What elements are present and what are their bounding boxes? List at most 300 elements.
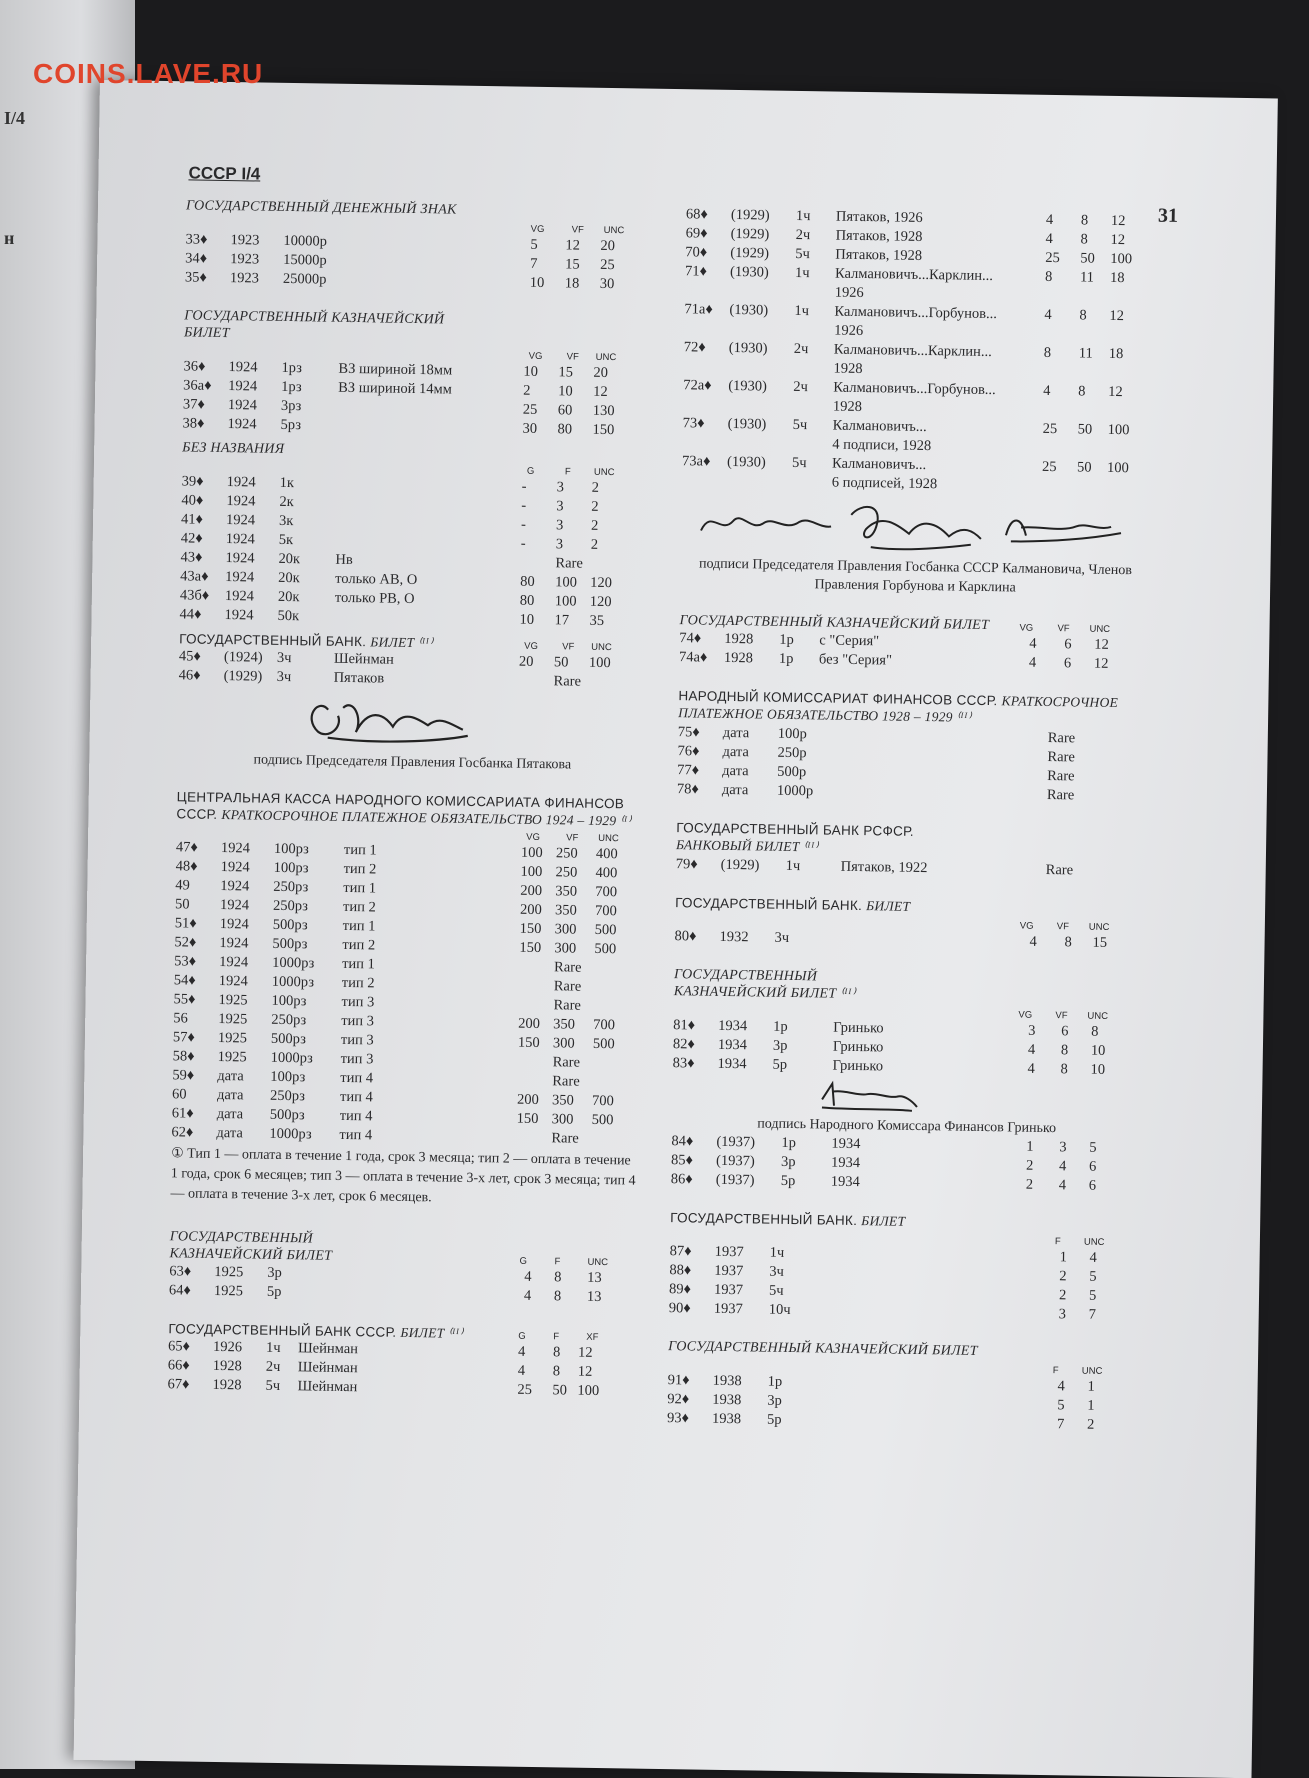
cell-n: тип 3	[340, 1050, 374, 1068]
cell-no: 54♦	[173, 972, 196, 989]
cell-d: 3ч	[769, 1263, 785, 1280]
cell-g3: 130	[592, 402, 615, 420]
section-title: ГОСУДАРСТВЕННЫЙ КАЗНАЧЕЙСКИЙ БИЛЕТ	[668, 1339, 978, 1359]
section-title-italic: БИЛЕТ	[866, 898, 911, 914]
grade-label: XF	[586, 1331, 599, 1343]
cell-g1: 4	[517, 1362, 526, 1379]
prev-page-fragment: I/4	[4, 108, 26, 128]
cell-y: 1937	[713, 1300, 743, 1318]
cell-g2: 8	[1060, 1061, 1068, 1078]
cell-d: 3ч	[276, 649, 292, 667]
cell-g1: 7	[530, 255, 538, 272]
cell-d: 3рз	[280, 397, 302, 415]
signature-caption: подпись Председателя Правления Госбанка Пятакова	[253, 752, 572, 773]
cell-y: 1924	[226, 493, 256, 510]
cell-g2: 4	[1058, 1158, 1067, 1175]
cell-d: 50к	[277, 607, 300, 625]
cell-g2: 60	[557, 402, 573, 419]
cell-n2: 1928	[833, 360, 863, 378]
cell-g2: 3	[555, 517, 564, 534]
cell-n: тип 2	[342, 936, 376, 954]
cell-no: 45♦	[178, 648, 201, 665]
prev-page-fragment: н	[4, 228, 15, 248]
cell-n: тип 1	[343, 879, 377, 897]
cell-g3: 5	[1089, 1139, 1097, 1156]
section-title: ГОСУДАРСТВЕННЫЙ ДЕНЕЖНЫЙ ЗНАК	[185, 198, 457, 218]
cell-d: 5ч	[791, 454, 807, 472]
cell-n: тип 4	[340, 1069, 374, 1087]
cell-y: 1924	[225, 531, 255, 548]
cell-d: 250рз	[272, 897, 309, 915]
cell-g3: 18	[1108, 345, 1124, 363]
cell-g1: 25	[1042, 420, 1058, 438]
cell-g2: 8	[1078, 383, 1086, 400]
catalog-rows	[182, 357, 653, 440]
cell-y: (1937)	[715, 1171, 755, 1189]
grade-label: UNC	[598, 832, 619, 845]
cell-no: 33♦	[185, 231, 208, 248]
catalog-rows	[669, 1242, 1140, 1325]
cell-v: Rare	[1047, 748, 1075, 766]
section-title-main: ЦЕНТРАЛЬНАЯ КАССА НАРОДНОГО КОМИССАРИАТА ФИНАНСОВ СССР.	[176, 789, 625, 822]
cell-g3: 12	[1108, 383, 1123, 401]
section-gos-bank-bilet-1937	[669, 1209, 1141, 1325]
cell-g3: 15	[1092, 934, 1108, 951]
cell-g3: 12	[1093, 655, 1109, 672]
section-kaznacheysky-bilet-1934	[671, 966, 1144, 1196]
cell-y: (1930)	[726, 453, 766, 471]
cell-n: 1934	[830, 1173, 860, 1191]
cell-g1: 3	[1058, 1306, 1067, 1323]
cell-g2: 15	[565, 256, 580, 273]
section-title-italic: БИЛЕТ ⁽ᴵᴵ⁾	[400, 1324, 464, 1341]
cell-y: 1924	[218, 972, 248, 990]
left-column	[167, 191, 656, 1401]
cell-no: 38♦	[182, 415, 205, 432]
cell-g2: 10	[558, 383, 573, 400]
cell-y: (1930)	[727, 415, 767, 433]
cell-n: Калмановичъ...Горбунов...	[833, 379, 996, 399]
cell-d: 250рз	[269, 1087, 306, 1105]
cell-d: 1ч	[769, 1244, 785, 1261]
cell-g3: 500	[591, 1111, 614, 1129]
cell-d: 20к	[278, 569, 300, 587]
cell-no: 50	[174, 896, 190, 913]
cell-no: 87♦	[669, 1243, 692, 1260]
cell-g3: 100	[577, 1382, 600, 1400]
cell-n: без "Серия"	[818, 651, 893, 669]
cell-n: 1934	[830, 1154, 861, 1172]
cell-g1: 25	[522, 401, 538, 418]
cell-no: 69♦	[685, 225, 708, 242]
cell-y: (1929)	[730, 206, 770, 224]
grade-label: VF	[1055, 1010, 1068, 1022]
cell-g3: 2	[590, 536, 599, 553]
cell-no: 51♦	[174, 915, 197, 932]
cell-g2: 1	[1087, 1397, 1095, 1414]
cell-y: 1925	[217, 1048, 247, 1066]
cell-d: 5р	[766, 1411, 782, 1428]
cell-no: 70♦	[685, 244, 708, 261]
cell-g1: 8	[1044, 268, 1053, 285]
cell-g1: 4	[1027, 1041, 1036, 1058]
cell-g1: 200	[519, 901, 542, 919]
cell-d: 2ч	[795, 226, 811, 244]
cell-n: Пятаков, 1928	[835, 227, 923, 245]
cell-d: 1ч	[794, 302, 810, 320]
cell-y: 1928	[724, 630, 754, 648]
cell-g2: 2	[1086, 1416, 1095, 1433]
cell-n: Шейнман	[297, 1378, 358, 1396]
section-kaznacheysky-bilet-1938	[667, 1338, 1138, 1435]
grade-label: VG	[528, 350, 543, 362]
cell-g1: 7	[1056, 1416, 1065, 1433]
cell-g2: 8	[1080, 212, 1089, 229]
cell-v: Rare	[1047, 767, 1075, 785]
cell-g3: 12	[1110, 212, 1126, 230]
cell-d: 5ч	[792, 416, 808, 434]
cell-d: 1000рз	[269, 1125, 312, 1143]
cell-g2: 5	[1088, 1287, 1097, 1304]
cell-no: 90♦	[668, 1300, 691, 1317]
cell-y: 1924	[220, 839, 251, 857]
cell-g1: 100	[520, 844, 543, 862]
section-title: ГОСУДАРСТВЕННЫЙ КАЗНАЧЕЙСКИЙ БИЛЕТ	[679, 613, 990, 634]
pyatakov-signature	[177, 685, 648, 756]
cell-d: 1р	[781, 1134, 797, 1152]
cell-y: 1924	[227, 416, 257, 433]
cell-y: 1928	[212, 1357, 242, 1375]
cell-d: 100рз	[273, 840, 309, 858]
section-bez-nazvaniya	[179, 439, 652, 631]
grade-label: VF	[571, 224, 584, 236]
cell-no: 55♦	[173, 991, 196, 1008]
cell-n: Шейнман	[333, 650, 394, 668]
cell-g2: 350	[553, 1016, 576, 1033]
cell-g2: 15	[558, 364, 574, 381]
cell-no: 63♦	[169, 1263, 192, 1280]
cell-y: 1924	[225, 550, 255, 567]
cell-g1: 5	[1057, 1397, 1065, 1414]
cell-no: 64♦	[168, 1282, 192, 1299]
cell-d: 3к	[278, 512, 294, 530]
cell-y: 1923	[229, 270, 260, 287]
cell-d: 1рз	[281, 378, 302, 396]
cell-d: 5ч	[768, 1282, 784, 1299]
cell-g3: 100	[588, 654, 611, 672]
cell-g3: 700	[594, 902, 617, 920]
cell-n: Гринько	[832, 1038, 884, 1056]
cell-n2: 6 подписей, 1928	[831, 474, 938, 493]
cell-g3: 12	[593, 383, 608, 401]
section-title	[176, 788, 646, 829]
cell-d: 1р	[767, 1373, 783, 1390]
cell-no: 73♦	[682, 415, 705, 432]
cell-no: 59♦	[172, 1067, 195, 1084]
cell-no: 75♦	[677, 724, 700, 741]
cell-g2: 50	[552, 1382, 568, 1399]
right-column	[667, 199, 1156, 1435]
cell-y: 1925	[217, 1029, 248, 1047]
cell-d: 1000рз	[271, 973, 315, 991]
cell-no: 89♦	[668, 1281, 692, 1298]
grade-label: VG	[526, 831, 540, 844]
cell-g2: 8	[553, 1288, 562, 1305]
cell-d: 2к	[279, 493, 294, 511]
cell-no: 81♦	[673, 1017, 696, 1034]
section-title: ГОСУДАРСТВЕННЫЙ КАЗНАЧЕЙСКИЙ БИЛЕТ	[169, 1229, 333, 1264]
cell-y: 1937	[714, 1262, 744, 1280]
cell-g2: Rare	[555, 555, 583, 572]
cell-g2: 300	[554, 921, 577, 938]
cell-d: 25000р	[282, 270, 327, 288]
cell-d: 500р	[777, 763, 807, 781]
cell-no: 86♦	[670, 1171, 693, 1188]
grade-label: VG	[524, 640, 538, 652]
cell-y: 1934	[718, 1017, 748, 1035]
cell-g1: -	[521, 497, 527, 514]
cell-no: 79♦	[675, 856, 698, 873]
section-title	[678, 687, 1148, 728]
cell-n: Калмановичъ...	[831, 455, 927, 474]
cell-g1: 5	[530, 236, 538, 253]
cell-no: 56	[173, 1010, 188, 1027]
cell-d: 1р	[779, 631, 794, 648]
cell-g3: 12	[577, 1344, 593, 1361]
cell-y: (1929)	[730, 225, 770, 243]
cell-g1: 3	[1028, 1022, 1036, 1039]
kalmanovich-gorbunov-karklin-signatures	[681, 490, 1152, 561]
cell-y: (1929)	[720, 856, 760, 874]
cell-y: (1924)	[223, 649, 263, 666]
cell-y: 1938	[712, 1372, 742, 1390]
cell-g2: 4	[1058, 1177, 1067, 1194]
cell-g2: 350	[554, 902, 577, 919]
cell-d: 250рз	[271, 1011, 307, 1029]
cell-y: 1924	[220, 877, 250, 895]
section-gos-denezhny-znak	[185, 197, 656, 294]
cell-no: 39♦	[181, 473, 204, 490]
grade-label: UNC	[591, 641, 612, 654]
cell-g1: -	[520, 516, 527, 533]
signature-caption: подпись Народного Комиссара Финансов Гринько	[757, 1116, 1057, 1137]
cell-g2: 50	[1080, 250, 1095, 267]
section-gos-bank-sssr-bilet-cont	[680, 205, 1156, 599]
cell-d: 100рз	[271, 992, 307, 1010]
cell-y: (1929)	[223, 668, 263, 685]
cell-y: 1932	[719, 928, 749, 946]
section-title-main: ГОСУДАРСТВЕННЫЙ БАНК РСФСР.	[676, 820, 915, 839]
cell-d: 500рз	[270, 1030, 306, 1048]
cell-g2: 8	[552, 1363, 561, 1380]
cell-n: Пятаков, 1926	[835, 208, 923, 226]
cell-y: дата	[216, 1124, 243, 1142]
cell-y: 1928	[212, 1376, 242, 1394]
cell-y: дата	[722, 724, 750, 742]
cell-no: 73а♦	[681, 453, 711, 470]
cell-v: Rare	[1045, 861, 1074, 879]
cell-g3: 100	[1110, 250, 1133, 268]
cell-no: 46♦	[178, 667, 201, 684]
cell-n: тип 2	[342, 898, 376, 916]
cell-y: 1924	[227, 397, 258, 414]
catalog-page	[74, 80, 1278, 1778]
cell-g1: 4	[523, 1287, 532, 1304]
cell-g3: 400	[595, 864, 618, 882]
cell-n2: 4 подписи, 1928	[832, 436, 932, 455]
cell-g3: 35	[589, 612, 605, 629]
cell-d: 1000рз	[272, 954, 315, 972]
cell-g3: 6	[1088, 1177, 1097, 1194]
cell-y: (1930)	[729, 301, 769, 319]
cell-g1: 25	[1041, 458, 1057, 476]
cell-no: 84♦	[671, 1133, 694, 1150]
grade-label: VG	[1019, 622, 1034, 634]
cell-g1: 30	[522, 420, 538, 437]
grade-label: UNC	[603, 224, 625, 237]
cell-g3: 500	[594, 921, 617, 939]
signature-caption: подписи Председателя Правления Госбанка СССР Калмановича, Членов Правления Горбунова и Карклина	[698, 556, 1132, 596]
cell-g1: 200	[520, 882, 543, 900]
section-narkomfin-obyazatelstvo	[677, 687, 1149, 806]
cell-y: 1926	[212, 1338, 243, 1356]
cell-no: 41♦	[180, 511, 204, 528]
cell-g1: 25	[1045, 249, 1060, 267]
cell-no: 42♦	[180, 530, 203, 547]
cell-no: 65♦	[167, 1338, 191, 1355]
cell-y: 1924	[219, 896, 250, 914]
cell-d: 5р	[266, 1283, 282, 1300]
cell-d: 1ч	[794, 264, 810, 282]
cell-v: Rare	[1047, 729, 1076, 747]
cell-g2: 3	[556, 479, 565, 496]
cell-g2: Rare	[553, 959, 582, 976]
cell-y: 1925	[213, 1282, 244, 1300]
cell-d: 1000р	[776, 782, 814, 800]
cell-d: 15000р	[283, 251, 327, 269]
cell-y: 1924	[225, 512, 256, 529]
cell-n: только РВ, О	[334, 589, 415, 608]
cell-y: 1925	[218, 991, 248, 1009]
cell-n: тип 1	[342, 917, 376, 935]
cell-no: 34♦	[185, 250, 208, 267]
cell-d: 20к	[278, 550, 301, 568]
cell-no: 71а♦	[684, 301, 713, 318]
cell-g1: 4	[1043, 382, 1051, 399]
cell-g3: 18	[1109, 269, 1125, 287]
cell-y: 1937	[713, 1281, 744, 1299]
cell-g2: 18	[564, 275, 580, 292]
cell-d: 2ч	[265, 1358, 281, 1375]
section-title-main: ГОСУДАРСТВЕННЫЙ БАНК.	[675, 895, 863, 914]
cell-n: тип 4	[339, 1107, 373, 1125]
cell-no: 36а♦	[183, 377, 212, 394]
cell-g1: 10	[529, 274, 545, 292]
cell-y: 1924	[224, 588, 255, 605]
grade-label: VF	[562, 641, 575, 653]
section-kaznacheysky-bilet-1924	[182, 307, 654, 440]
cell-g2: 300	[551, 1111, 574, 1128]
cell-g1: 80	[519, 592, 535, 609]
cell-g1: 2	[523, 382, 531, 399]
cell-g3: 25	[600, 256, 615, 274]
cell-d: 1р	[773, 1018, 788, 1035]
cell-y: 1924	[225, 569, 255, 586]
cell-no: 83♦	[672, 1055, 695, 1072]
cell-y: 1923	[230, 232, 260, 249]
cell-g3: 13	[587, 1269, 602, 1287]
cell-y: 1924	[219, 934, 249, 952]
cell-no: 37♦	[182, 396, 205, 413]
cell-g1: 25	[517, 1381, 533, 1398]
cell-g2: 6	[1064, 636, 1072, 653]
cell-g1: -	[521, 478, 527, 495]
cell-no: 40♦	[181, 492, 204, 509]
cell-g2: 8	[1080, 231, 1088, 248]
cell-y: 1934	[717, 1055, 747, 1073]
cell-n: Калмановичъ...	[832, 417, 927, 436]
cell-y: 1938	[711, 1410, 742, 1428]
cell-g2: 80	[557, 421, 573, 438]
cell-d: 3р	[767, 1392, 782, 1409]
cell-g2: 17	[554, 612, 570, 629]
cell-g1: 80	[520, 573, 535, 590]
cell-g2: Rare	[553, 997, 582, 1014]
catalog-rows	[179, 472, 651, 631]
cell-g2: 8	[1079, 307, 1087, 324]
cell-d: 1р	[778, 650, 794, 667]
cell-g3: 120	[589, 593, 612, 611]
section-gos-bank-bilet-1924	[177, 630, 649, 775]
cell-g1: 200	[516, 1091, 539, 1109]
page-number: 31	[1157, 204, 1179, 227]
cell-d: 3р	[267, 1264, 282, 1282]
cell-no: 62♦	[171, 1124, 194, 1141]
grade-label: UNC	[1081, 1365, 1103, 1377]
cell-no: 53♦	[174, 953, 197, 970]
grade-label: UNC	[1087, 1010, 1109, 1022]
cell-n: тип 2	[341, 974, 375, 992]
cell-d: 500рз	[272, 935, 308, 953]
catalog-rows	[682, 205, 1156, 497]
cell-g2: 350	[551, 1092, 574, 1109]
catalog-rows	[671, 1132, 1142, 1196]
cell-y: 1924	[224, 607, 254, 624]
cell-g2: 6	[1061, 1023, 1069, 1040]
cell-g2: Rare	[552, 1054, 581, 1071]
cell-g1: 100	[520, 863, 543, 881]
cell-n: тип 4	[339, 1126, 373, 1144]
cell-y: 1938	[712, 1391, 742, 1409]
cell-n: тип 2	[343, 860, 377, 878]
grade-label: G	[518, 1330, 526, 1342]
cell-no: 80♦	[674, 928, 697, 945]
cell-no: 49	[175, 877, 190, 894]
cell-d: 3р	[780, 1153, 796, 1171]
cell-d: 5р	[772, 1056, 788, 1073]
cell-d: 3р	[772, 1037, 788, 1054]
cell-n: Шейнман	[297, 1359, 358, 1377]
cell-g3: 20	[593, 364, 609, 382]
cell-n: с "Серия"	[819, 632, 880, 650]
cell-d: 250р	[777, 744, 807, 762]
cell-y: 1925	[214, 1263, 244, 1281]
cell-no: 35♦	[184, 269, 207, 286]
cell-no: 61♦	[171, 1105, 194, 1122]
section-title: ГОСУДАРСТВЕННЫЙ КАЗНАЧЕЙСКИЙ БИЛЕТ ⁽ᴵᴵ⁾	[673, 967, 856, 1002]
cell-g3: 500	[592, 1035, 615, 1053]
cell-g1: 150	[519, 920, 542, 938]
